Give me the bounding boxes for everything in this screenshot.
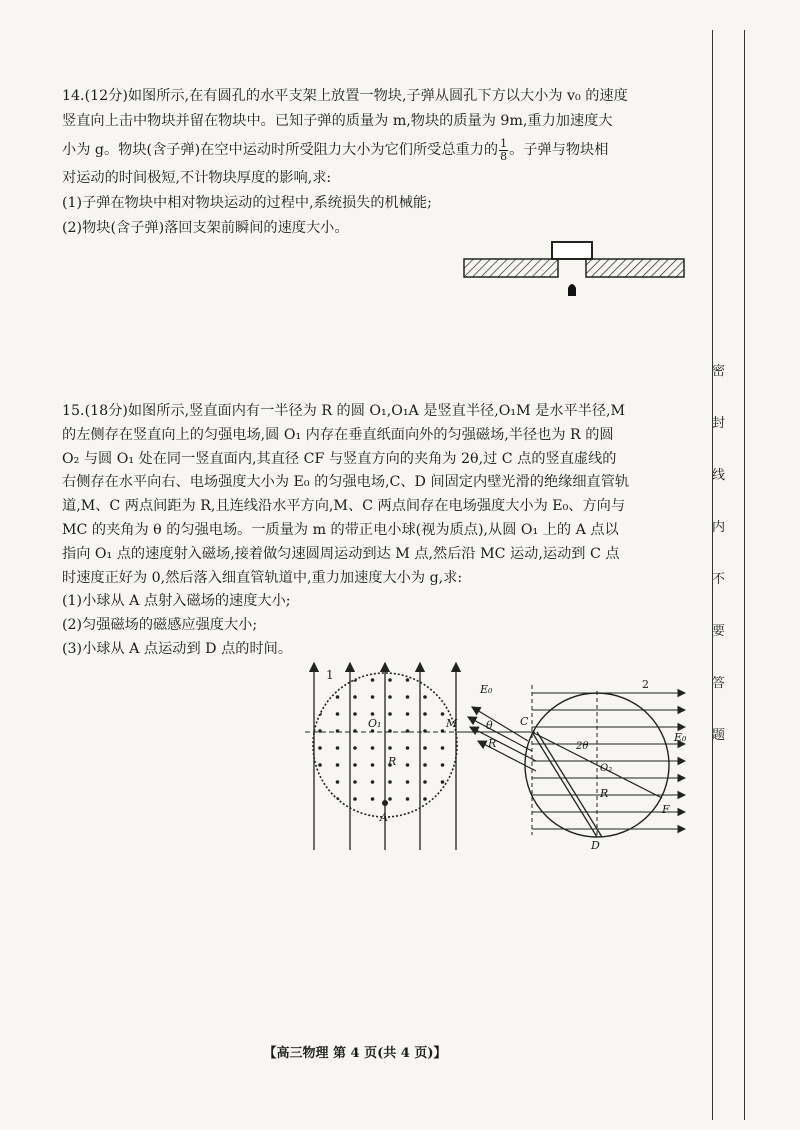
field-dot bbox=[388, 780, 392, 784]
page-footer: 【高三物理 第 4 页(共 4 页)】 bbox=[263, 1046, 447, 1061]
q15-line: MC 的夹角为 θ 的匀强电场。一质量为 m 的带正电小球(视为质点),从圆 O₁ 上的 A 点以 bbox=[62, 521, 619, 538]
label-o1: O₁ bbox=[368, 717, 382, 730]
field-dot bbox=[336, 746, 340, 750]
field-dot bbox=[353, 712, 357, 716]
support-diagram bbox=[460, 238, 690, 300]
field-dot bbox=[406, 746, 410, 750]
field-dot bbox=[318, 763, 322, 767]
field-dot bbox=[441, 780, 445, 784]
q14-figure bbox=[460, 238, 690, 304]
field-dot bbox=[441, 746, 445, 750]
tube-cd-2 bbox=[537, 732, 602, 837]
field-dot bbox=[371, 712, 375, 716]
fraction-numerator: 1 bbox=[500, 136, 508, 150]
label-m: M bbox=[446, 717, 458, 730]
q14-line: 14.(12分)如图所示,在有圆孔的水平支架上放置一物块,子弹从圆孔下方以大小为 v₀ 的速度 bbox=[62, 88, 628, 104]
field-dot bbox=[423, 678, 427, 682]
field-dot bbox=[423, 797, 427, 801]
seal-char: 线 bbox=[712, 468, 726, 483]
field-dot bbox=[336, 712, 340, 716]
field-dot bbox=[388, 695, 392, 699]
q14-line: 竖直向上击中物块并留在物块中。已知子弹的质量为 m,物块的质量为 9m,重力加速度大 bbox=[62, 113, 613, 129]
question-15 bbox=[62, 400, 702, 662]
label-r1: R bbox=[388, 755, 397, 768]
field-dot bbox=[423, 780, 427, 784]
field-dot bbox=[336, 780, 340, 784]
field-dot bbox=[388, 678, 392, 682]
field-dot bbox=[371, 678, 375, 682]
field-dot bbox=[441, 695, 445, 699]
q15-line: 的左侧存在竖直向上的匀强电场,圆 O₁ 内存在垂直纸面向外的匀强磁场,半径也为 R 的圆 bbox=[62, 426, 614, 443]
q15-line: (1)小球从 A 点射入磁场的速度大小; bbox=[62, 593, 291, 610]
field-dot bbox=[336, 678, 340, 682]
seal-char: 封 bbox=[712, 416, 726, 431]
q15-line: O₂ 与圆 O₁ 处在同一竖直面内,其直径 CF 与竖直方向的夹角为 2θ,过 C 点的竖直虚线的 bbox=[62, 450, 617, 467]
fraction bbox=[499, 138, 508, 163]
q15-line: (2)匀强磁场的磁感应强度大小; bbox=[62, 617, 258, 634]
field-dot bbox=[371, 695, 375, 699]
q14-line-part: 。子弹与物块相 bbox=[509, 142, 609, 158]
label-e0-right: E₀ bbox=[674, 731, 687, 744]
block bbox=[552, 242, 592, 259]
q15-line: 右侧存在水平向右、电场强度大小为 E₀ 的匀强电场,C、D 间固定内壁光滑的绝缘细直管轨 bbox=[62, 474, 630, 491]
fraction-denominator: 8 bbox=[500, 149, 508, 163]
label-e0-top: E₀ bbox=[480, 683, 493, 696]
label-2theta: 2θ bbox=[576, 741, 589, 752]
point-a bbox=[382, 800, 388, 806]
field-dot bbox=[318, 780, 322, 784]
label-theta: θ bbox=[486, 719, 493, 732]
q15-line: 指向 O₁ 点的速度射入磁场,接着做匀速圆周运动到达 M 点,然后沿 MC 运动,运动到 C 点 bbox=[62, 545, 620, 562]
field-dot bbox=[318, 695, 322, 699]
seal-char: 题 bbox=[712, 728, 726, 743]
field-dot bbox=[441, 797, 445, 801]
field-dot bbox=[441, 678, 445, 682]
field-dot bbox=[371, 797, 375, 801]
field-dot bbox=[388, 797, 392, 801]
q14-line: 对运动的时间极短,不计物块厚度的影响,求: bbox=[62, 170, 332, 186]
seal-char: 内 bbox=[712, 520, 726, 535]
label-c: C bbox=[520, 715, 529, 728]
q14-line: (1)子弹在物块中相对物块运动的过程中,系统损失的机械能; bbox=[62, 195, 432, 211]
q14-line: (2)物块(含子弹)落回支架前瞬间的速度大小。 bbox=[62, 220, 349, 236]
q15-figure bbox=[300, 655, 700, 859]
field-dot bbox=[371, 746, 375, 750]
support-right bbox=[586, 259, 684, 277]
field-dot bbox=[318, 746, 322, 750]
field-dot bbox=[318, 797, 322, 801]
field-dot bbox=[353, 780, 357, 784]
label-d: D bbox=[591, 839, 600, 852]
field-dot bbox=[441, 712, 445, 716]
field-dot bbox=[423, 712, 427, 716]
question-14 bbox=[62, 84, 702, 241]
seal-char: 答 bbox=[712, 676, 726, 691]
field-dot bbox=[336, 695, 340, 699]
field-dot bbox=[353, 746, 357, 750]
label-r2: R bbox=[488, 737, 497, 750]
label-o2: O₂ bbox=[600, 763, 613, 774]
q15-line: 时速度正好为 0,然后落入细直管轨道中,重力加速度大小为 g,求: bbox=[62, 569, 463, 586]
q15-line: (3)小球从 A 点运动到 D 点的时间。 bbox=[62, 640, 293, 657]
label-f: F bbox=[662, 803, 670, 816]
seal-char: 密 bbox=[712, 364, 726, 379]
label-1: 1 bbox=[326, 668, 334, 682]
field-dot bbox=[371, 763, 375, 767]
field-dot bbox=[423, 695, 427, 699]
bullet bbox=[568, 284, 576, 296]
field-dot bbox=[406, 678, 410, 682]
field-dot bbox=[388, 746, 392, 750]
q15-line: 道,M、C 两点间距为 R,且连线沿水平方向,M、C 两点间存在电场强度大小为 E₀、方向与 bbox=[62, 498, 626, 515]
q14-line-part: 小为 g。物块(含子弹)在空中运动时所受阻力大小为它们所受总重力的 bbox=[62, 142, 499, 158]
field-dot bbox=[406, 763, 410, 767]
field-dot bbox=[406, 712, 410, 716]
field-dot bbox=[318, 678, 322, 682]
field-dot bbox=[441, 763, 445, 767]
label-a: A bbox=[380, 811, 388, 824]
field-dot bbox=[371, 780, 375, 784]
field-dot bbox=[353, 797, 357, 801]
field-dot bbox=[353, 763, 357, 767]
label-r3: R bbox=[600, 787, 609, 800]
support-left bbox=[464, 259, 558, 277]
field-dot bbox=[406, 729, 410, 733]
field-dot bbox=[388, 712, 392, 716]
q14-line bbox=[62, 134, 702, 166]
field-dot bbox=[406, 780, 410, 784]
field-dot bbox=[423, 746, 427, 750]
field-diagram bbox=[300, 655, 700, 855]
field-dot bbox=[406, 695, 410, 699]
field-dot bbox=[406, 797, 410, 801]
margin-line-right bbox=[744, 30, 745, 1120]
field-dot bbox=[423, 763, 427, 767]
label-2: 2 bbox=[642, 678, 649, 691]
seal-char: 不 bbox=[712, 572, 726, 587]
magnetic-field-dots bbox=[318, 678, 444, 801]
field-dot bbox=[353, 695, 357, 699]
field-dot bbox=[336, 763, 340, 767]
q15-line: 15.(18分)如图所示,竖直面内有一半径为 R 的圆 O₁,O₁A 是竖直半径,O₁M 是水平半径,M bbox=[62, 403, 626, 419]
seal-char: 要 bbox=[712, 624, 726, 639]
